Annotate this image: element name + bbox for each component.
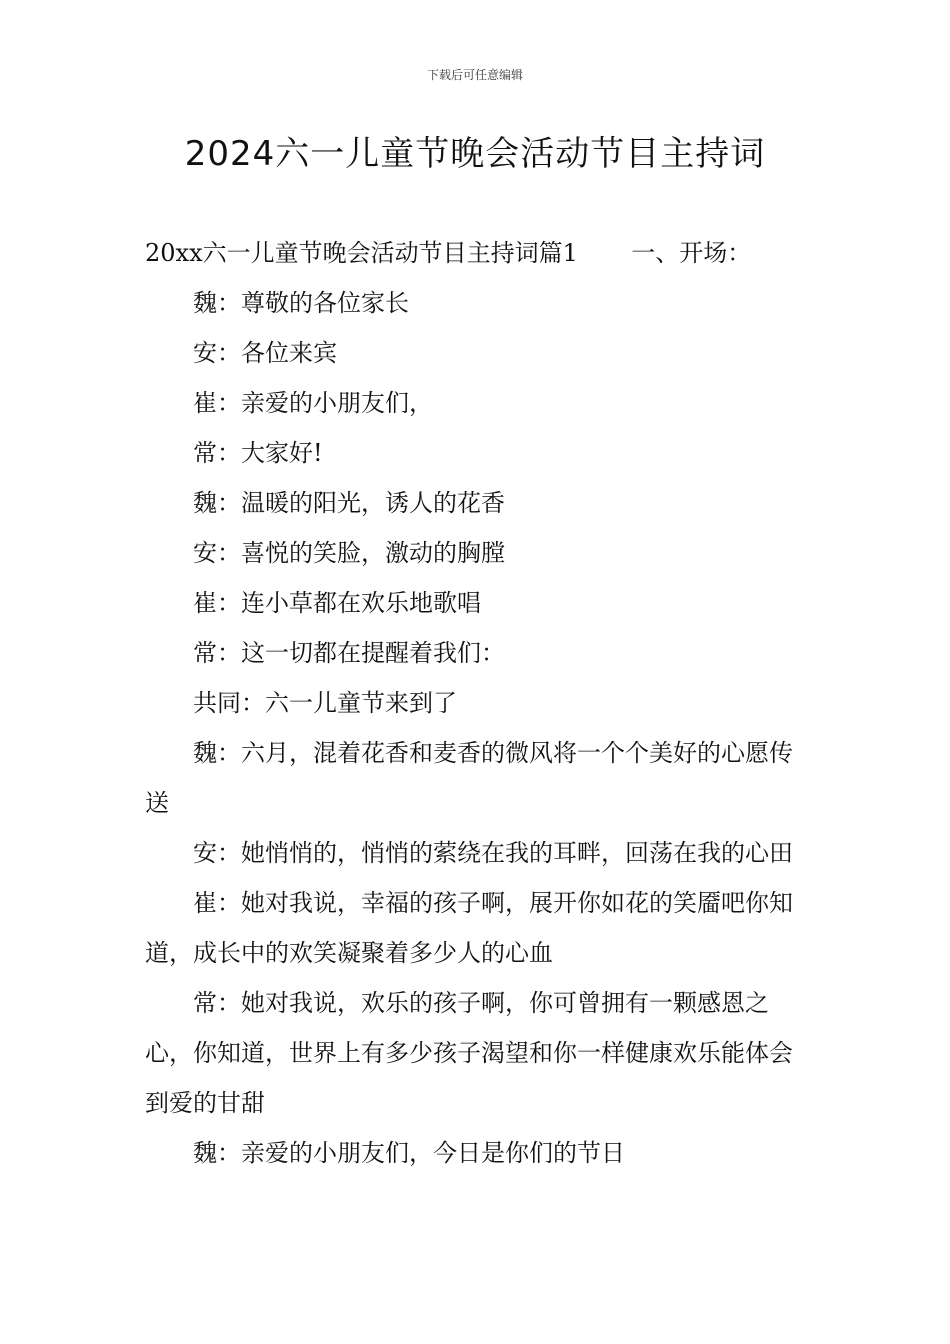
paragraph: 安：她悄悄的，悄悄的萦绕在我的耳畔，回荡在我的心田 [193, 839, 793, 867]
paragraph: 魏：六月，混着花香和麦香的微风将一个个美好的心愿传送 [145, 739, 793, 817]
paragraph: 崔：连小草都在欢乐地歌唱 [193, 589, 481, 617]
header-note: 下载后可任意编辑 [426, 68, 523, 82]
paragraph-heading: 20xx六一儿童节晚会活动节目主持词篇1 一、开场： [145, 239, 752, 267]
paragraph: 常：她对我说，欢乐的孩子啊，你可曾拥有一颗感恩之心，你知道，世界上有多少孩子渴望和你一样健康欢乐能体会到爱的甘甜 [145, 989, 793, 1117]
paragraph: 崔：她对我说，幸福的孩子啊，展开你如花的笑靥吧你知道，成长中的欢笑凝聚着多少人的心血 [145, 889, 793, 967]
paragraph: 崔：亲爱的小朋友们， [193, 389, 433, 417]
paragraph: 常：这一切都在提醒着我们： [193, 639, 505, 667]
paragraph: 魏：亲爱的小朋友们，今日是你们的节日 [193, 1139, 625, 1167]
document-body [145, 228, 807, 1178]
paragraph: 共同：六一儿童节来到了 [193, 689, 457, 717]
paragraph: 常：大家好! [193, 439, 323, 467]
paragraph: 魏：尊敬的各位家长 [193, 289, 409, 317]
paragraph: 魏：温暖的阳光，诱人的花香 [193, 489, 505, 517]
paragraph: 安：喜悦的笑脸，激动的胸膛 [193, 539, 505, 567]
document-title: 2024六一儿童节晚会活动节目主持词 [184, 134, 766, 174]
paragraph: 安：各位来宾 [193, 339, 337, 367]
